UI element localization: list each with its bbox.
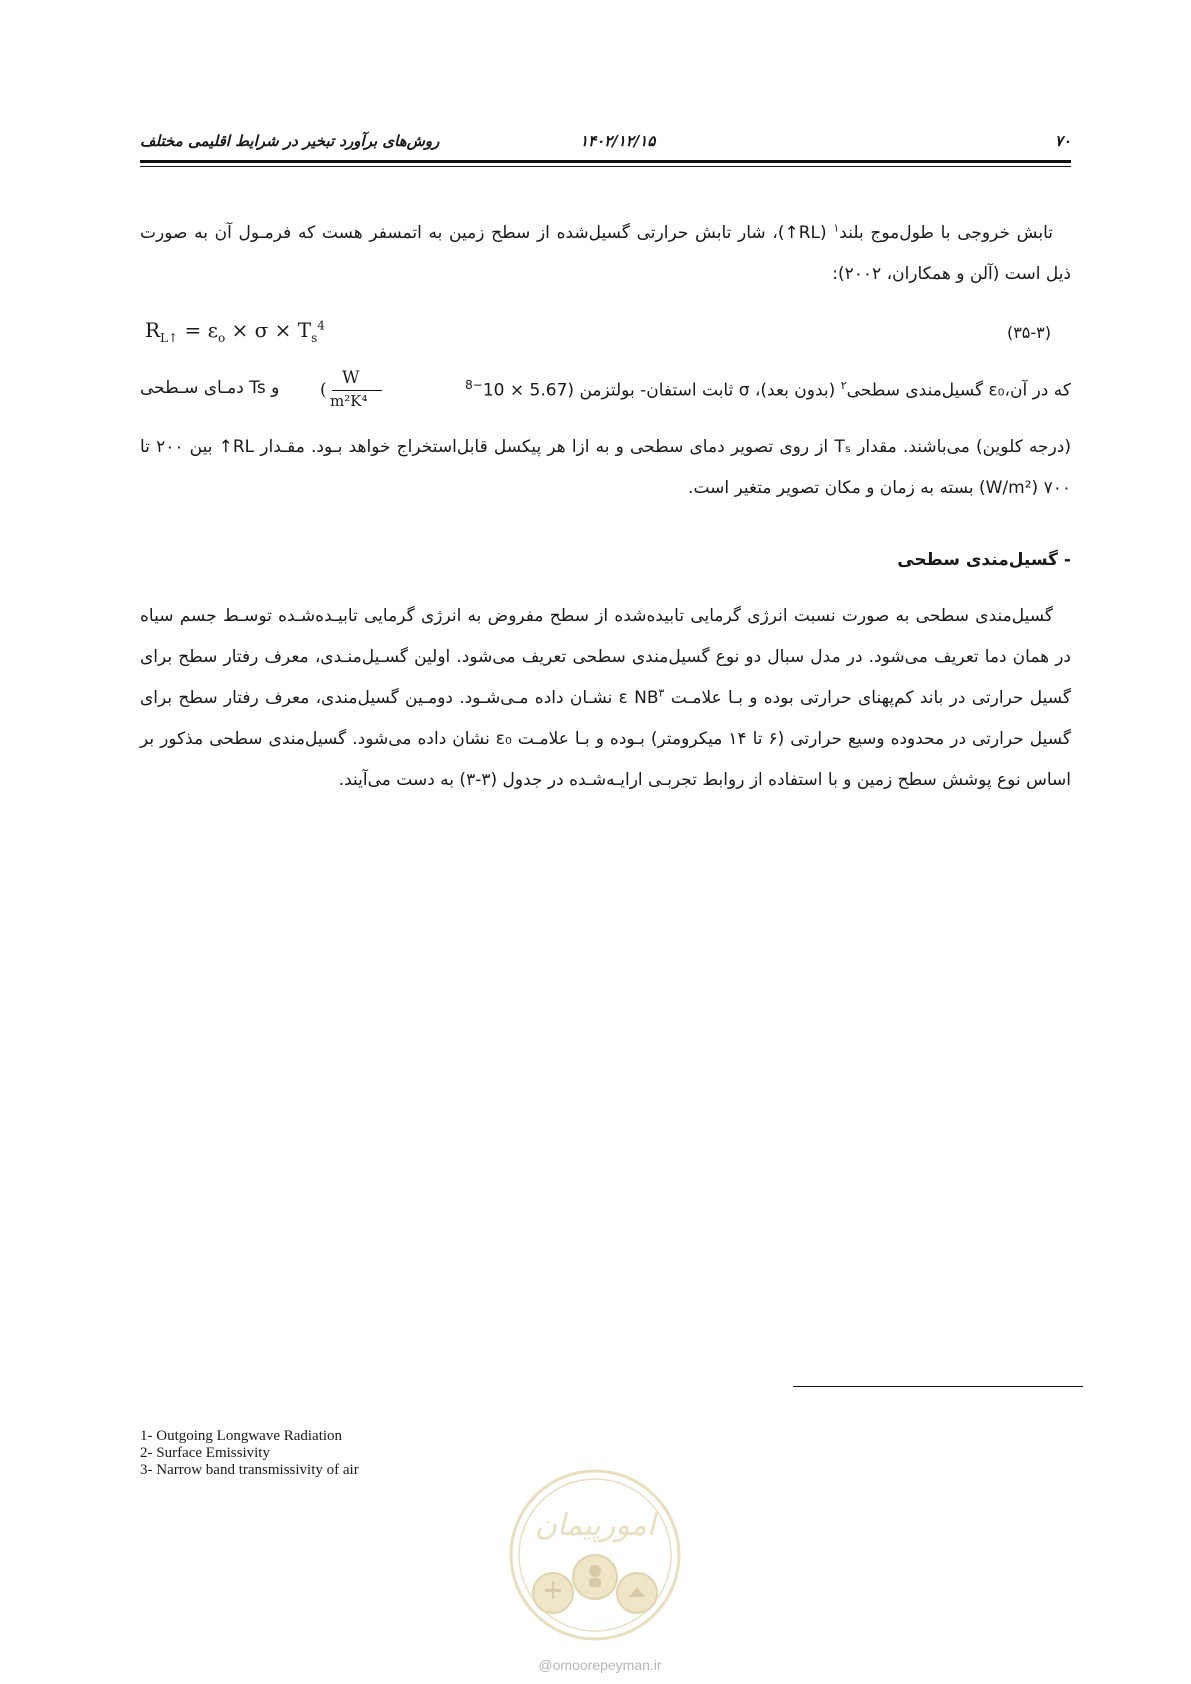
- footnote-ref-3: ۳: [658, 686, 665, 700]
- running-header: [140, 128, 1071, 154]
- equation: $R_{L↑} = \varepsilon_o \times \sigma \times T_s^4$: [145, 318, 325, 345]
- footnote-rule: [793, 1386, 1083, 1387]
- paragraph-longwave: تابش خروجی با طول‌موج بلند$^۱$ (RL↑)، شار تابش حرارتی گسیل‌شده از سطح زمین به اتمسفر هست که فرمـول آن به صورت ذیل است (آلن و همکاران، ۲۰۰۲):: [140, 221, 1071, 284]
- header-rule-thin: [140, 166, 1071, 167]
- footnote-ref-1: ۱: [833, 221, 840, 235]
- watermark-logo-icon: [505, 1465, 685, 1645]
- svg-text:امورپیمان: امورپیمان: [534, 1508, 656, 1543]
- equation-number: (۳۵-۳): [1006, 323, 1051, 342]
- footnote-1: 1- Outgoing Longwave Radiation: [140, 1428, 343, 1444]
- header-date: ۱۴۰۲/۱۲/۱۵: [580, 132, 656, 150]
- footnote-ref-2: ۲: [840, 379, 847, 392]
- section-heading: - گسیل‌مندی سطحی: [897, 550, 1071, 570]
- watermark-site: @omoorepeyman.ir: [538, 1657, 662, 1673]
- equation-explanation: که در آن،ε₀ گسیل‌مندی سطحی$^۲$ (بدون بعد)، σ ثابت استفان- بولتزمن ($5.67 \times 10^{-8}$ ( W m²K⁴ و Ts دمـای سـطحی: [140, 368, 1071, 410]
- paragraph-ts: (درجه کلوین) می‌باشند. مقدار Tₛ از روی تصویر دمای سطحی و به ازا هر پیکسل قابل‌استخراج خواهد بـود. مقـدار RL↑ بین ۲۰۰ تا ۷۰۰ (W/m²) بسته به زمان و مکان تصویر متغیر است.: [140, 437, 1071, 498]
- footnotes: [140, 1428, 359, 1479]
- paragraph-emissivity: گسیل‌مندی سطحی به صورت نسبت انرژی گرمایی تابیده‌شده از سطح مفروض به انرژی گرمایی تابیـده‌شـده توسـط جسم سیاه در همان دما تعریف می‌شود. در مدل سبال دو نوع گسیل‌مندی سطحی تعریف می‌شود. اولین گسـیل‌منـدی، معرف رفتار سطح برای گسیل حرارتی در باند کم‌پهنای حرارتی بوده و بـا علامـت ε NB$^۳$ نشـان داده مـی‌شـود. دومـین گسیل‌مندی، معرف رفتار سطح برای گسیل حرارتی در محدوده وسیع حرارتی (۶ تا ۱۴ میکرومتر) بـوده و بـا علامـت ε₀ نشان داده می‌شود. گسیل‌مندی سطحی مذکور بر اساس نوع پوشش سطح زمین و با استفاده از روابط تجربـی ارایـه‌شـده در جدول (۳-۳) به دست می‌آیند.: [140, 606, 1071, 790]
- footnote-3: 3- Narrow band transmissivity of air: [140, 1462, 359, 1478]
- footnote-2: 2- Surface Emissivity: [140, 1445, 270, 1461]
- header-rule-thick: [140, 160, 1071, 163]
- page-number: ۷۰: [1054, 132, 1071, 150]
- header-title: روش‌های برآورد تبخیر در شرایط اقلیمی مختلف: [140, 132, 440, 150]
